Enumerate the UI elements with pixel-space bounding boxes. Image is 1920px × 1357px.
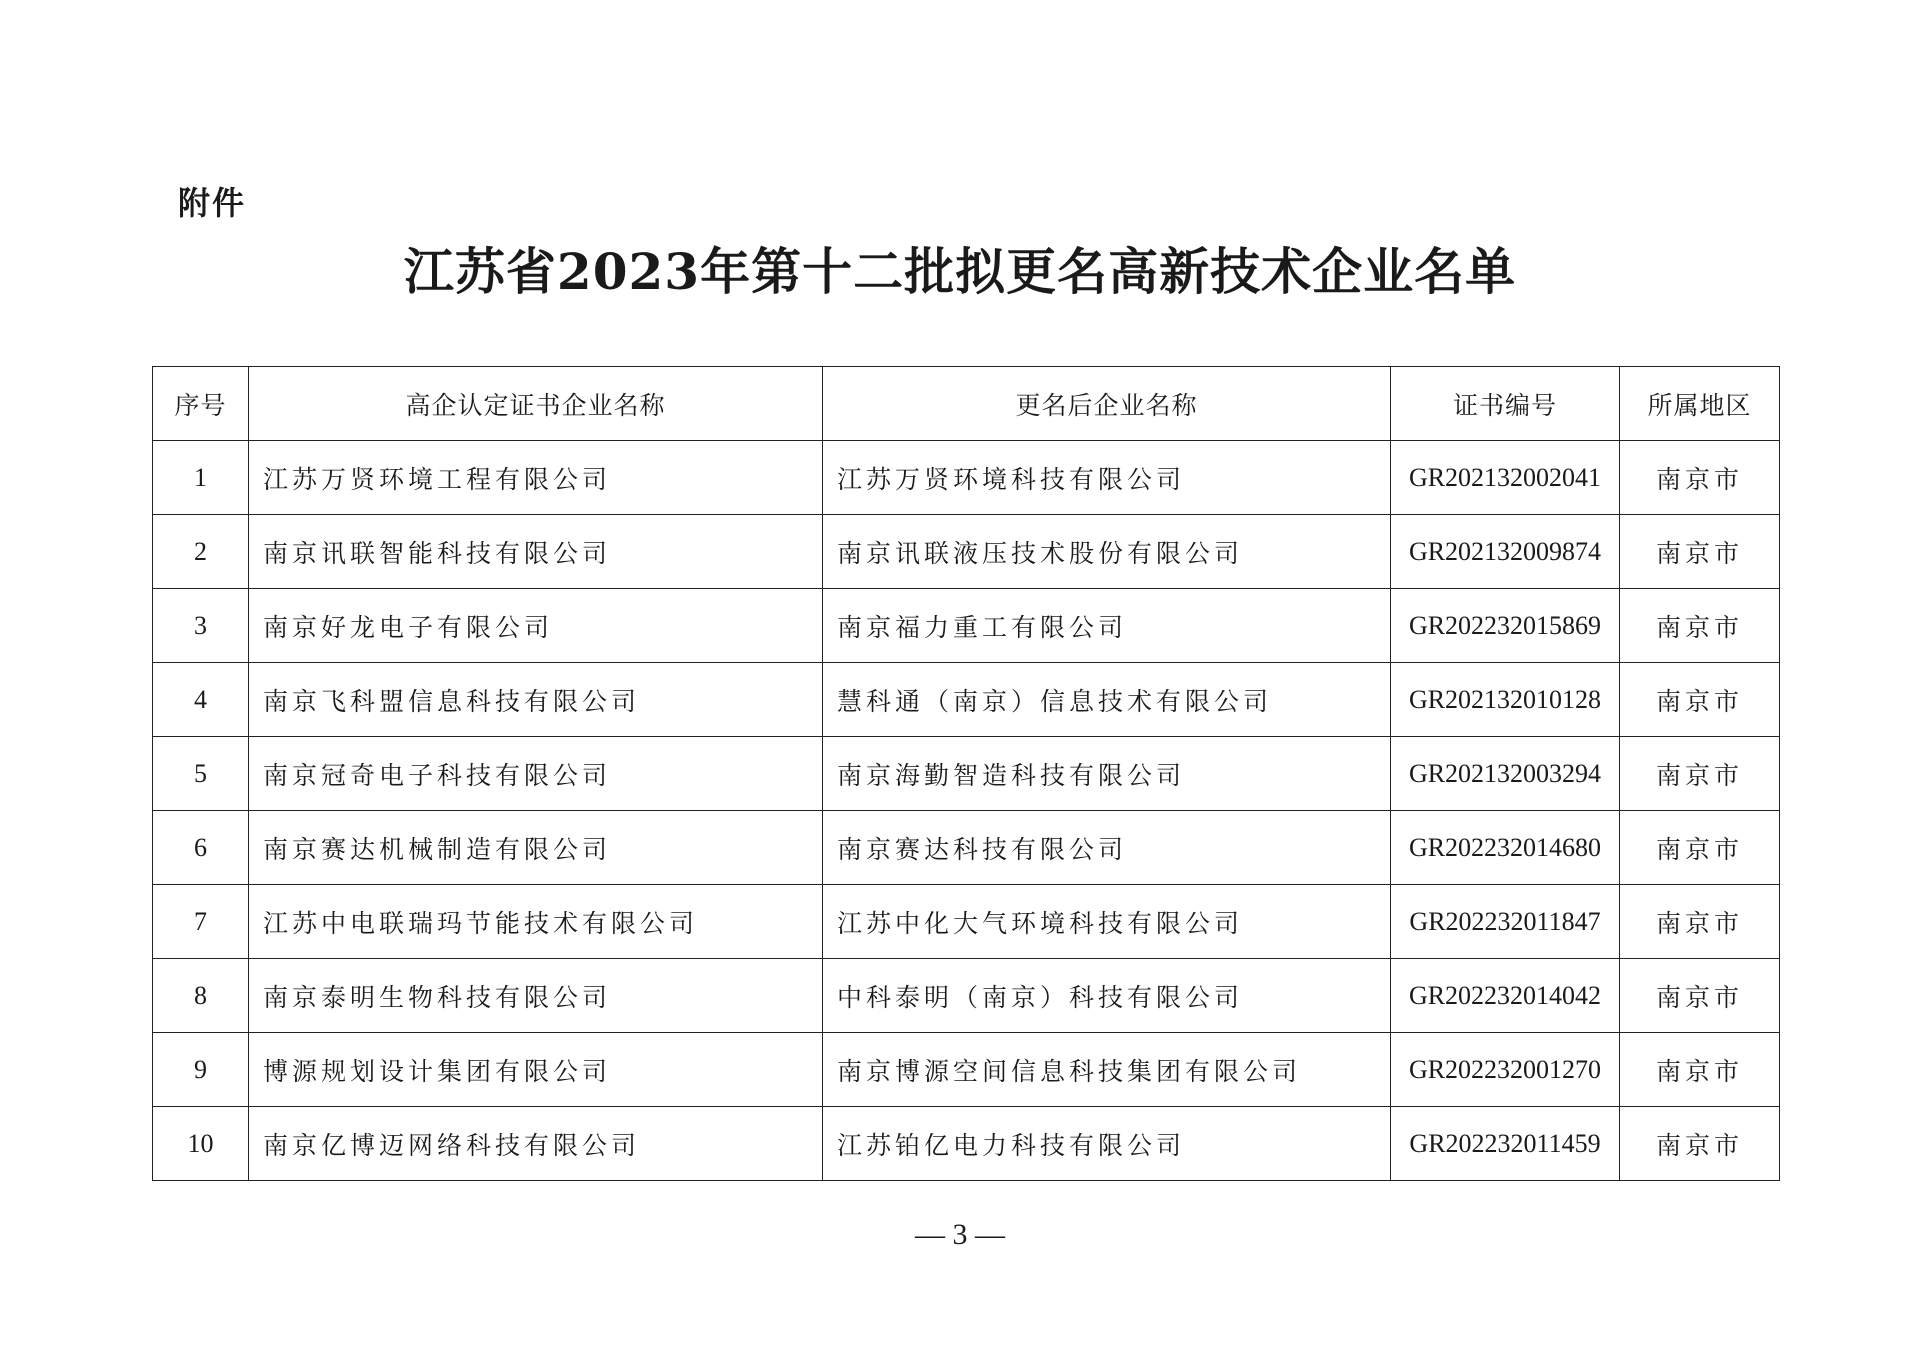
attachment-label: 附件 bbox=[178, 184, 247, 222]
column-header-original-name: 高企认定证书企业名称 bbox=[249, 367, 823, 441]
certificate-number: GR202232001270 bbox=[1391, 1033, 1620, 1107]
table-row bbox=[153, 811, 1780, 885]
document-title: 江苏省2023年第十二批拟更名高新技术企业名单 bbox=[403, 242, 1517, 301]
new-company-name: 中科泰明（南京）科技有限公司 bbox=[823, 959, 1391, 1033]
original-company-name: 南京冠奇电子科技有限公司 bbox=[249, 737, 823, 811]
row-index: 8 bbox=[153, 959, 249, 1033]
company-rename-table-container bbox=[152, 366, 1780, 1181]
certificate-number: GR202232011459 bbox=[1391, 1107, 1620, 1181]
region: 南京市 bbox=[1620, 441, 1780, 515]
column-header-region: 所属地区 bbox=[1620, 367, 1780, 441]
certificate-number: GR202232014042 bbox=[1391, 959, 1620, 1033]
certificate-number: GR202232014680 bbox=[1391, 811, 1620, 885]
company-rename-table bbox=[152, 366, 1780, 1181]
original-company-name: 南京泰明生物科技有限公司 bbox=[249, 959, 823, 1033]
original-company-name: 博源规划设计集团有限公司 bbox=[249, 1033, 823, 1107]
table-row bbox=[153, 737, 1780, 811]
original-company-name: 南京赛达机械制造有限公司 bbox=[249, 811, 823, 885]
table-row bbox=[153, 515, 1780, 589]
table-row bbox=[153, 959, 1780, 1033]
region: 南京市 bbox=[1620, 589, 1780, 663]
new-company-name: 南京福力重工有限公司 bbox=[823, 589, 1391, 663]
certificate-number: GR202232015869 bbox=[1391, 589, 1620, 663]
table-header-row bbox=[153, 367, 1780, 441]
table-row bbox=[153, 441, 1780, 515]
new-company-name: 慧科通（南京）信息技术有限公司 bbox=[823, 663, 1391, 737]
column-header-new-name: 更名后企业名称 bbox=[823, 367, 1391, 441]
new-company-name: 江苏中化大气环境科技有限公司 bbox=[823, 885, 1391, 959]
row-index: 2 bbox=[153, 515, 249, 589]
row-index: 5 bbox=[153, 737, 249, 811]
region: 南京市 bbox=[1620, 811, 1780, 885]
original-company-name: 南京讯联智能科技有限公司 bbox=[249, 515, 823, 589]
original-company-name: 江苏万贤环境工程有限公司 bbox=[249, 441, 823, 515]
table-row bbox=[153, 663, 1780, 737]
region: 南京市 bbox=[1620, 885, 1780, 959]
new-company-name: 江苏万贤环境科技有限公司 bbox=[823, 441, 1391, 515]
table-row bbox=[153, 885, 1780, 959]
row-index: 6 bbox=[153, 811, 249, 885]
original-company-name: 南京亿博迈网络科技有限公司 bbox=[249, 1107, 823, 1181]
certificate-number: GR202132003294 bbox=[1391, 737, 1620, 811]
certificate-number: GR202232011847 bbox=[1391, 885, 1620, 959]
original-company-name: 南京好龙电子有限公司 bbox=[249, 589, 823, 663]
new-company-name: 江苏铂亿电力科技有限公司 bbox=[823, 1107, 1391, 1181]
region: 南京市 bbox=[1620, 1033, 1780, 1107]
new-company-name: 南京海勤智造科技有限公司 bbox=[823, 737, 1391, 811]
row-index: 3 bbox=[153, 589, 249, 663]
certificate-number: GR202132002041 bbox=[1391, 441, 1620, 515]
table-row bbox=[153, 589, 1780, 663]
page-number: — 3 — bbox=[915, 1218, 1005, 1251]
region: 南京市 bbox=[1620, 1107, 1780, 1181]
new-company-name: 南京博源空间信息科技集团有限公司 bbox=[823, 1033, 1391, 1107]
region: 南京市 bbox=[1620, 663, 1780, 737]
table-row bbox=[153, 1107, 1780, 1181]
column-header-index: 序号 bbox=[153, 367, 249, 441]
row-index: 4 bbox=[153, 663, 249, 737]
original-company-name: 南京飞科盟信息科技有限公司 bbox=[249, 663, 823, 737]
region: 南京市 bbox=[1620, 515, 1780, 589]
row-index: 9 bbox=[153, 1033, 249, 1107]
column-header-certificate: 证书编号 bbox=[1391, 367, 1620, 441]
certificate-number: GR202132010128 bbox=[1391, 663, 1620, 737]
row-index: 7 bbox=[153, 885, 249, 959]
original-company-name: 江苏中电联瑞玛节能技术有限公司 bbox=[249, 885, 823, 959]
row-index: 10 bbox=[153, 1107, 249, 1181]
region: 南京市 bbox=[1620, 737, 1780, 811]
new-company-name: 南京讯联液压技术股份有限公司 bbox=[823, 515, 1391, 589]
table-row bbox=[153, 1033, 1780, 1107]
new-company-name: 南京赛达科技有限公司 bbox=[823, 811, 1391, 885]
certificate-number: GR202132009874 bbox=[1391, 515, 1620, 589]
region: 南京市 bbox=[1620, 959, 1780, 1033]
row-index: 1 bbox=[153, 441, 249, 515]
